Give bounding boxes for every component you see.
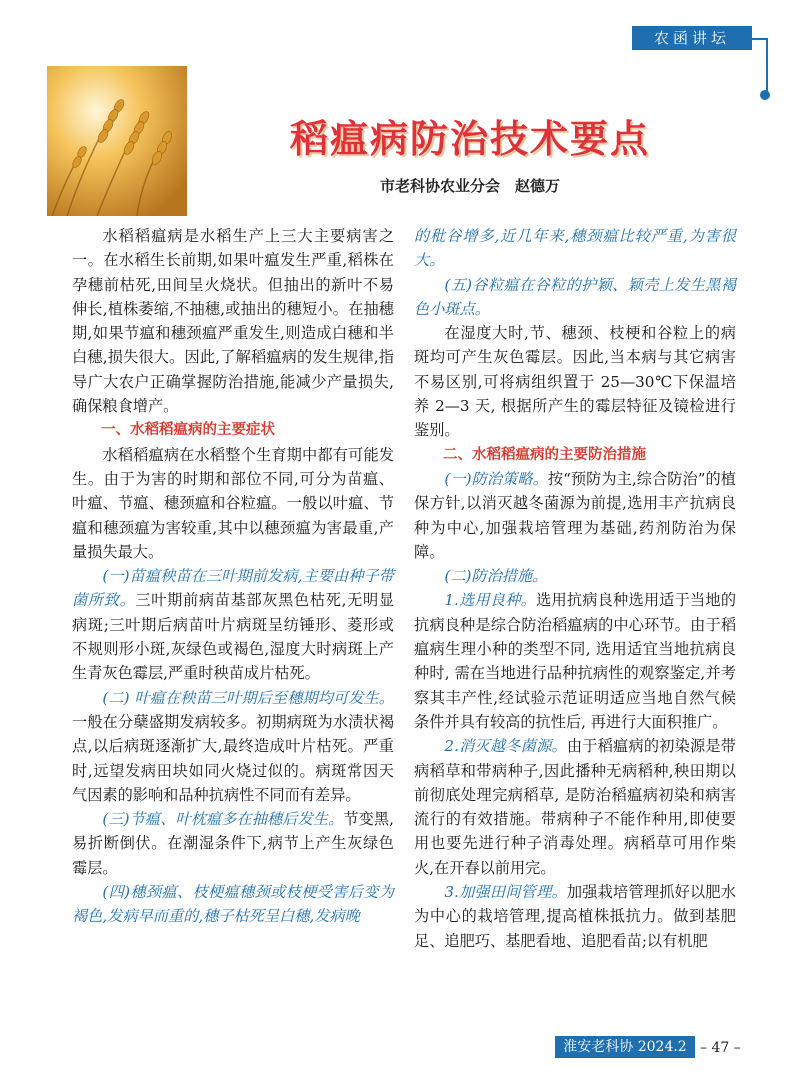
measure-source-paragraph <box>414 734 736 880</box>
intro-paragraph: 水稻稻瘟病是水稻生产上三大主要病害之一。在水稻生长前期,如果叶瘟发生严重,稻株在孕穗前枯死,田间呈火烧状。但抽出的新叶不易伸长,植株萎缩,不抽穗,或抽出的穗短小。在抽穗期,如果节瘟和穗颈瘟严重发生,则造成白穗和半白穗,损失很大。因此,了解稻瘟病的发生规律,指导广大农户正确掌握防治措施,能减少产量损失,确保粮食增产。 <box>72 227 394 416</box>
seedling-blast-text: 三叶期前病苗基部灰黑色枯死,无明显病斑;三叶期后病苗叶片病斑呈纺锤形、菱形或不规则形小斑,灰绿色或褐色,湿度大时病斑上产生青灰色霉层,严重时秧苗成片枯死。 <box>72 591 395 683</box>
grain-blast-paragraph <box>414 273 736 322</box>
right-column <box>414 224 736 953</box>
measure-varieties-text: 选用抗病良种选用适于当地的抗病良种是综合防治稻瘟病的中心环节。由于稻瘟病生理小种的类型不同, 选用适宜当地抗病良种时, 需在当地进行品种抗病性的观察鉴定,并考察其丰产性,经试验示范证明适应当地自然气候条件并具有较高的抗性后, 再进行大面积推广。 <box>414 591 737 731</box>
article-byline: 市老科协农业分会 赵德万 <box>379 177 560 195</box>
measure-varieties-title: 1.选用良种。 <box>444 591 537 610</box>
seedling-blast-paragraph <box>72 564 394 685</box>
leaf-blast-title: (二) 叶瘟在秧苗三叶期后至穗期均可发生。 <box>102 688 394 707</box>
node-blast-paragraph <box>72 807 394 880</box>
measure-varieties-paragraph <box>414 588 736 734</box>
symptoms-paragraph: 水稻稻瘟病在水稻整个生育期中都有可能发生。由于为害的时期和部位不同,可分为苗瘟、叶瘟、节瘟、穗颈瘟和谷粒瘟。一般以叶瘟、节瘟和穗颈瘟为害较重,其中以穗颈瘟为害最重,产量损失最大。 <box>72 445 394 561</box>
page-number: – 47 – <box>700 1040 741 1056</box>
column-tag-line <box>766 38 768 94</box>
column-tag-dot <box>760 90 770 100</box>
section-heading-symptoms: 一、水稻稻瘟病的主要症状 <box>101 422 275 439</box>
identification-paragraph: 在湿度大时,节、穗颈、枝梗和谷粒上的病斑均可产生灰色霉层。因此,当本病与其它病害不易区别,可将病组织置于 25—30℃下保温培养 2—3 天, 根据所产生的霉层特征及镜检进行鉴别。 <box>414 324 736 440</box>
measure-source-title: 2.消灭越冬菌源。 <box>444 737 567 756</box>
neck-blast-continued <box>414 224 736 273</box>
strategy-title: (一)防治策略。 <box>444 469 548 488</box>
node-blast-title: (三)节瘟、叶枕瘟多在抽穗后发生。 <box>102 810 344 829</box>
measure-field-paragraph <box>414 880 736 953</box>
measure-field-text: 加强栽培管理抓好以肥水为中心的栽培管理,提高植株抵抗力。做到基肥足、追肥巧、基肥看地、追肥看苗;以有机肥 <box>414 883 736 950</box>
measures-title: (二)防治措施。 <box>444 567 548 586</box>
measure-source-text: 由于稻瘟病的初染源是带病稻草和带病种子,因此播种无病稻种,秧田期以前彻底处理完病稻草, 是防治稻瘟病初染和病害流行的有效措施。带病种子不能作种用,即使要用也要先进行种子消毒处理。病稻草可用作柴火,在开春以前用完。 <box>414 737 736 877</box>
grain-blast-title: (五)谷粒瘟在谷粒的护颖、颖壳上发生黑褐色小斑点。 <box>414 275 736 318</box>
left-column <box>72 224 394 929</box>
article-title: 稻瘟病防治技术要点 <box>289 117 650 161</box>
section-heading-control: 二、水稻稻瘟病的主要防治措施 <box>443 446 646 463</box>
seedling-blast-title: (一)苗瘟秧苗在三叶期前发病,主要由种子带菌所致。 <box>72 567 394 610</box>
journal-tag: 淮安老科协 2024.2 <box>555 1036 695 1058</box>
leaf-blast-paragraph <box>72 686 394 807</box>
node-blast-text: 节变黑,易折断倒伏。在潮湿条件下,病节上产生灰绿色霉层。 <box>72 810 394 877</box>
neck-blast-paragraph <box>72 880 394 929</box>
column-tag: 农函讲坛 <box>632 26 752 50</box>
neck-blast-title-part2: 的秕谷增多,近几年来,穗颈瘟比较严重,为害很大。 <box>414 227 736 270</box>
strategy-text: 按“预防为主,综合防治”的植保方针,以消灭越冬菌源为前提,选用丰产抗病良种为中心,加强栽培管理为基础,药剂防治为保障。 <box>414 469 736 561</box>
leaf-blast-text: 一般在分蘖盛期发病较多。初期病斑为水渍状褐点,以后病斑逐渐扩大,最终造成叶片枯死。严重时,远望发病田块如同火烧过似的。病斑常因天气因素的影响和品种抗病性不同而有差异。 <box>72 712 394 804</box>
measure-field-title: 3.加强田间管理。 <box>444 883 567 902</box>
measures-heading <box>414 564 736 588</box>
strategy-paragraph <box>414 467 736 564</box>
rice-photo <box>47 66 187 216</box>
neck-blast-title-part1: (四)穗颈瘟、枝梗瘟穗颈或枝梗受害后变为褐色,发病早而重的,穗子枯死呈白穗,发病晚 <box>72 883 394 926</box>
